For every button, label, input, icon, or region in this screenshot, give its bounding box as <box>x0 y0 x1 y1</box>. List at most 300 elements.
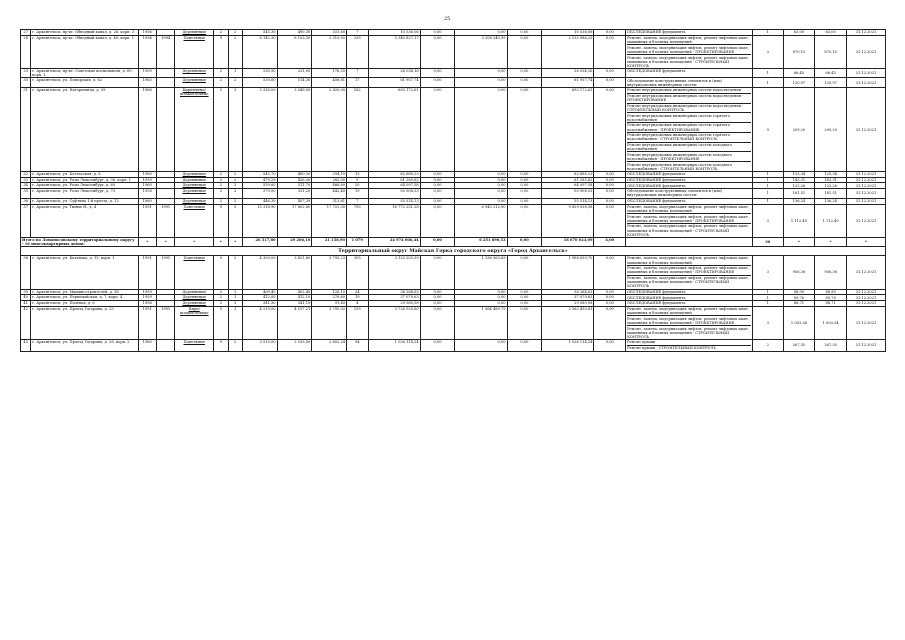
work-item: Ремонт, замена, модернизация лифтов, ремонт лифтовых шахт, машинных и блочных помещений - ПРОЕКТИРОВАНИЕ <box>627 266 749 275</box>
work-item: Ремонт, замена, модернизация лифтов, ремонт лифтовых шахт, машинных и блочных помещений - ПРОЕКТИРОВАНИЕ <box>627 45 749 54</box>
build-year: 1959 <box>138 289 156 295</box>
total-row <box>21 238 886 247</box>
total-area: 26 517,80 <box>242 238 277 247</box>
residential-area: 442,40 <box>312 189 347 199</box>
work-item: ОБСЛЕДОВАНИЕ фундамента <box>627 69 686 74</box>
row-number: 34 <box>21 183 31 189</box>
work-item: Ремонт, замена, модернизация лифтов, ремонт лифтовых шахт, машинных и блочных помещений <box>627 256 749 265</box>
works-count: 3 <box>752 35 783 68</box>
address: г. Архангельск, ул. Котласская, д. 8 <box>31 172 138 178</box>
table-row <box>21 256 886 289</box>
total-own: 18 670 023,09 <box>542 238 594 247</box>
total-count: 30 <box>752 238 783 247</box>
total-area: 535,60 <box>242 78 277 88</box>
work-item: ОБСЛЕДОВАНИЕ фундамента <box>627 301 686 306</box>
work-item: Ремонт, замена, модернизация лифтов, ремонт лифтовых шахт, машинных и блочных помещений - СТРОИТЕЛЬНЫЙ КОНТРОЛЬ <box>627 326 749 339</box>
page-number: 25 <box>444 16 451 22</box>
residents: 7 <box>347 30 368 36</box>
program-table <box>20 29 886 352</box>
cost-other: 0,00 <box>455 340 507 351</box>
unit-cost-limit: 209,20 <box>815 88 847 172</box>
residential-area: 458,61 <box>312 78 347 88</box>
premises-area: 3 049,50 <box>277 88 312 172</box>
deviation: 0,00 <box>594 177 626 183</box>
budget-share: 0,00 <box>507 183 542 189</box>
row-number: 41 <box>21 301 31 307</box>
works-count: 1 <box>752 301 783 307</box>
entrances: 2 <box>228 256 242 289</box>
completion-date: 31.12.2021 <box>846 204 885 237</box>
unit-cost: 63,00 <box>783 30 815 36</box>
completion-date: 31.12.2021 <box>846 35 885 68</box>
wall-material: Кирп/ шлакоблочные <box>175 306 214 339</box>
works-count: 1 <box>752 289 783 295</box>
premises-area: 412,10 <box>277 295 312 301</box>
table-row <box>21 306 886 339</box>
unit-cost-limit: 125,26 <box>815 183 847 189</box>
row-number: 42 <box>21 306 31 339</box>
wall-material: Панельные <box>175 204 214 237</box>
total-cost2: 6 251 890,53 <box>455 238 507 247</box>
build-year: 1991 <box>138 306 156 339</box>
residential-area: 17 751,30 <box>312 204 347 237</box>
works-count: 1 <box>752 183 783 189</box>
works-count: 1 <box>752 69 783 78</box>
wall-material: Деревянные <box>175 183 214 189</box>
residents: 139 <box>347 306 368 339</box>
works-list <box>626 256 753 289</box>
entrances: 2 <box>228 340 242 351</box>
work-item: Обследование конструктивных элементов и (или) внутридомовых инженерных систем <box>627 78 723 87</box>
unit-cost: 1 003,34 <box>783 306 815 339</box>
budget-share: 0,00 <box>507 340 542 351</box>
work-item: ОБСЛЕДОВАНИЕ фундамента <box>627 295 686 300</box>
budget-share: 0,00 <box>507 204 542 237</box>
row-number: 36 <box>21 198 31 204</box>
total-star: * <box>228 238 242 247</box>
floors: 2 <box>214 295 228 301</box>
entrances: 1 <box>228 289 242 295</box>
deviation: 0,00 <box>594 88 626 172</box>
budget-share: 0,00 <box>507 88 542 172</box>
entrances: 5 <box>228 204 242 237</box>
budget-share: 0,00 <box>507 30 542 36</box>
fund-share: 0,00 <box>420 69 455 78</box>
fund-share: 0,00 <box>420 204 455 237</box>
build-year: 1994 <box>138 35 156 68</box>
address: г. Архангельск, пр-кт. Советских космонавтов, д. 69, корп. 1 <box>31 69 138 78</box>
completion-date: 31.12.2021 <box>846 88 885 172</box>
unit-cost-limit: 143,31 <box>815 177 847 183</box>
renovation-year <box>156 340 174 351</box>
completion-date: 31.12.2021 <box>846 172 885 178</box>
repair-cost: 26 034,16 <box>368 69 420 78</box>
houses-table <box>20 29 886 352</box>
residential-area: 2 510,92 <box>312 35 347 68</box>
premises-area: 331,20 <box>277 189 312 199</box>
build-year: 1991 <box>138 204 156 237</box>
fund-share: 0,00 <box>420 30 455 36</box>
repair-cost: 3 125 203,39 <box>368 256 420 289</box>
owners-funds: 693 172,61 <box>542 88 594 172</box>
unit-cost-limit: 89,76 <box>815 295 847 301</box>
cost-other: 0,00 <box>455 88 507 172</box>
floors: 2 <box>214 301 228 307</box>
total-area: 412,00 <box>242 295 277 301</box>
total-area: 446,39 <box>242 198 277 204</box>
renovation-year: 1991 <box>156 256 174 289</box>
premises-area: 514,30 <box>277 78 312 88</box>
wall-material: Деревянные <box>175 69 214 78</box>
repair-cost: 61 285,62 <box>368 177 420 183</box>
owners-funds: 55 514,13 <box>542 198 594 204</box>
entrances: 2 <box>228 198 242 204</box>
unit-cost: 88,71 <box>783 301 815 307</box>
budget-share: 0,00 <box>507 295 542 301</box>
deviation: 0,00 <box>594 183 626 189</box>
total-works-empty <box>626 238 753 247</box>
unit-cost-limit: 161,51 <box>815 189 847 199</box>
budget-share: 0,00 <box>507 306 542 339</box>
renovation-year <box>156 69 174 78</box>
work-item: Ремонт крыши - СТРОИТЕЛЬНЫЙ КОНТРОЛЬ <box>627 346 716 351</box>
floors: 2 <box>214 177 228 183</box>
works-count: 1 <box>752 177 783 183</box>
total-tail: * <box>846 238 885 247</box>
works-list <box>626 78 753 88</box>
residential-area: 2 820,00 <box>312 88 347 172</box>
unit-cost: 125,34 <box>783 172 815 178</box>
table-row <box>21 189 886 199</box>
cost-other: 0,00 <box>455 295 507 301</box>
work-item: ОБСЛЕДОВАНИЕ фундамента <box>627 199 686 204</box>
residential-area: 270,60 <box>312 295 347 301</box>
address: г. Архангельск, ул. Машиностроителей, д. 38 <box>31 289 138 295</box>
floors: 9 <box>214 35 228 68</box>
repair-cost: 64 097,58 <box>368 183 420 189</box>
cost-other: 0,00 <box>455 198 507 204</box>
fund-share: 0,00 <box>420 289 455 295</box>
floors: 5 <box>214 88 228 172</box>
premises-area: 231,00 <box>277 69 312 78</box>
total-star: * <box>156 238 174 247</box>
owners-funds: 1 026 114,24 <box>542 340 594 351</box>
owners-funds: 50 908,53 <box>542 189 594 199</box>
wall-material: Кирпичные/ шлакоблочные <box>175 88 214 172</box>
build-year: 1959 <box>138 69 156 78</box>
deviation: 0,00 <box>594 198 626 204</box>
cost-other: 0,00 <box>455 78 507 88</box>
repair-cost: 16 772 251,28 <box>368 204 420 237</box>
completion-date: 31.12.2021 <box>846 295 885 301</box>
owners-funds: 62 688,23 <box>542 172 594 178</box>
row-number: 39 <box>21 289 31 295</box>
build-year: 1960 <box>138 172 156 178</box>
total-cost: 24 974 006,44 <box>368 238 420 247</box>
residential-area: 3 795,92 <box>312 306 347 339</box>
row-number: 29 <box>21 69 31 78</box>
fund-share: 0,00 <box>420 88 455 172</box>
repair-cost: 50 908,53 <box>368 189 420 199</box>
address: г. Архангельск, ул. Розы Люксембург, д. 60 <box>31 183 138 189</box>
deviation: 0,00 <box>594 35 626 68</box>
cost-other: 0,00 <box>455 69 507 78</box>
total-residents: 1 079 <box>347 238 368 247</box>
work-item: Ремонт внутридомовых инженерных систем горячего водоснабжения - ПРОЕКТИРОВАНИЕ <box>627 123 751 133</box>
works-list <box>626 306 753 339</box>
repair-cost: 61 957,74 <box>368 78 420 88</box>
row-number: 38 <box>21 256 31 289</box>
completion-date: 31.12.2021 <box>846 340 885 351</box>
unit-cost: 1 112,49 <box>783 204 815 237</box>
owners-funds: 36 264,63 <box>542 289 594 295</box>
premises-area: 402,40 <box>277 289 312 295</box>
total-area: 3 515,00 <box>242 340 277 351</box>
unit-cost-limit: 267,35 <box>815 340 847 351</box>
floors: 2 <box>214 189 228 199</box>
works-count: 3 <box>752 306 783 339</box>
premises-area: 4 107,21 <box>277 306 312 339</box>
work-item: Ремонт, замена, модернизация лифтов, ремонт лифтовых шахт, машинных и блочных помещений - ПРОЕКТИРОВАНИЕ <box>627 214 749 223</box>
cost-other: 0,00 <box>455 172 507 178</box>
unit-cost-limit: 88,71 <box>815 301 847 307</box>
total-area: 15 318,90 <box>242 204 277 237</box>
address: г. Архангельск, ул. Первомайская, д. 7, корп. 4 <box>31 295 138 301</box>
unit-cost: 209,20 <box>783 88 815 172</box>
unit-cost: 89,76 <box>783 295 815 301</box>
address: г. Архангельск, ул. Проезд Гагарина, д. 25 <box>31 306 138 339</box>
cost-other: 1 136 563,69 <box>455 256 507 289</box>
residents: 19 <box>347 295 368 301</box>
work-item: Ремонт внутридомовых инженерных систем водоотведения - ПРОЕКТИРОВАНИЕ <box>627 94 751 104</box>
table-body-maiskaya-gorka <box>21 256 886 351</box>
fund-share: 0,00 <box>420 172 455 178</box>
total-area: 479,29 <box>242 177 277 183</box>
work-item: Ремонт внутридомовых инженерных систем горячего водоснабжения - СТРОИТЕЛЬНЫЙ КОНТРОЛЬ <box>627 133 751 143</box>
build-year: 1956 <box>138 30 156 36</box>
works-list <box>626 189 753 199</box>
residents: 13 <box>347 172 368 178</box>
cost-other: 3 208 240,95 <box>455 35 507 68</box>
table-row <box>21 88 886 172</box>
works-count: 1 <box>752 295 783 301</box>
unit-cost: 136,24 <box>783 198 815 204</box>
works-list <box>626 35 753 68</box>
fund-share: 0,00 <box>420 295 455 301</box>
residents: 24 <box>347 289 368 295</box>
floors: 2 <box>214 78 228 88</box>
floors: 2 <box>214 172 228 178</box>
works-count: 1 <box>752 189 783 199</box>
total-tail: * <box>783 238 815 247</box>
table-row <box>21 204 886 237</box>
residents: 9 <box>347 177 368 183</box>
floors: 2 <box>214 69 228 78</box>
residents: 7 <box>347 198 368 204</box>
premises-area: 480,30 <box>277 172 312 178</box>
fund-share: 0,00 <box>420 198 455 204</box>
unit-cost: 120,97 <box>783 78 815 88</box>
work-item: Ремонт внутридомовых инженерных систем холодного водоснабжения - ПРОЕКТИРОВАНИЕ <box>627 152 751 162</box>
entrances: 1 <box>228 295 242 301</box>
wall-material: Деревянные <box>175 289 214 295</box>
unit-cost-limit: 1 003,34 <box>815 306 847 339</box>
budget-share: 0,00 <box>507 35 542 68</box>
budget-share: 0,00 <box>507 69 542 78</box>
work-item: Ремонт, замена, модернизация лифтов, ремонт лифтовых шахт, машинных и блочных помещений <box>627 35 749 45</box>
residents: 4 <box>347 301 368 307</box>
floors: 2 <box>214 183 228 189</box>
works-list <box>626 340 753 351</box>
cost-other: 0,00 <box>455 183 507 189</box>
completion-date: 31.12.2021 <box>846 301 885 307</box>
renovation-year: 1991 <box>156 204 174 237</box>
repair-cost: 36 264,63 <box>368 289 420 295</box>
completion-date: 31.12.2021 <box>846 289 885 295</box>
deviation: 0,00 <box>594 30 626 36</box>
fund-share: 0,00 <box>420 306 455 339</box>
wall-material: Деревянные <box>175 78 214 88</box>
completion-date: 31.12.2021 <box>846 306 885 339</box>
deviation: 0,00 <box>594 301 626 307</box>
work-item: ОБСЛЕДОВАНИЕ фундамента <box>627 172 686 177</box>
work-item: Ремонт внутридомовых инженерных систем горячего водоснабжения <box>627 113 751 123</box>
repair-cost: 62 688,23 <box>368 172 420 178</box>
owners-funds: 1 988 639,70 <box>542 256 594 289</box>
residents: 7 <box>347 69 368 78</box>
wall-material: Панельные <box>175 340 214 351</box>
total-area: 4 219,00 <box>242 306 277 339</box>
deviation: 0,00 <box>594 204 626 237</box>
total-area3: 21 158,90 <box>312 238 347 247</box>
entrances: 3 <box>228 88 242 172</box>
renovation-year <box>156 78 174 88</box>
work-item: Ремонт, замена, модернизация лифтов, ремонт лифтовых шахт, машинных и блочных помещений - СТРОИТЕЛЬНЫЙ КОНТРОЛЬ <box>627 276 749 289</box>
residents: 94 <box>347 340 368 351</box>
section-title: Территориальный округ Майская Горка городского округа «Город Архангельск» <box>21 247 886 256</box>
address: г. Архангельск, ул. Катанова, д. 15, корп. 1 <box>31 256 138 289</box>
address: г. Архангельск, ул. Нагорьевича, д. 59 <box>31 88 138 172</box>
owners-funds: 61 285,62 <box>542 177 594 183</box>
cost-other: 0,00 <box>455 30 507 36</box>
premises-area: 3 821,60 <box>277 256 312 289</box>
total-area: 341,30 <box>242 301 277 307</box>
renovation-year: 1994 <box>156 35 174 68</box>
budget-share: 0,00 <box>507 301 542 307</box>
residential-area: 466,60 <box>312 183 347 189</box>
total-fund: 0,00 <box>420 238 455 247</box>
unit-cost: 125,26 <box>783 183 815 189</box>
entrances: 2 <box>228 78 242 88</box>
completion-date: 31.12.2021 <box>846 189 885 199</box>
total-dev: 4,00 <box>594 238 626 247</box>
deviation: 0,00 <box>594 340 626 351</box>
unit-cost: 870,15 <box>783 35 815 68</box>
total-area: 379,00 <box>242 189 277 199</box>
work-item: Ремонт, замена, модернизация лифтов, ремонт лифтовых шахт, машинных и блочных помещений - СТРОИТЕЛЬНЫЙ КОНТРОЛЬ <box>627 224 749 237</box>
works-list <box>626 204 753 237</box>
unit-cost-limit: 63,00 <box>815 30 847 36</box>
unit-cost: 161,51 <box>783 189 815 199</box>
budget-share: 0,00 <box>507 172 542 178</box>
build-year: 1958 <box>138 189 156 199</box>
residential-area: 294,10 <box>312 172 347 178</box>
floors: 2 <box>214 198 228 204</box>
floors: 9 <box>214 340 228 351</box>
repair-cost: 3 726 920,60 <box>368 306 420 339</box>
address: г. Архангельск, ул. Розы Люксембург, д. 36, корп. 1 <box>31 177 138 183</box>
entrances: 3 <box>228 301 242 307</box>
unit-cost-limit: 956,38 <box>815 256 847 289</box>
works-count: 3 <box>752 256 783 289</box>
unit-cost-limit: 86,45 <box>815 69 847 78</box>
owners-funds: 10 536,06 <box>542 30 594 36</box>
build-year: 1960 <box>138 183 156 189</box>
repair-cost: 693 172,61 <box>368 88 420 172</box>
row-number: 27 <box>21 30 31 36</box>
row-number: 31 <box>21 88 31 172</box>
row-number: 40 <box>21 295 31 301</box>
residential-area: 3 793,23 <box>312 256 347 289</box>
address: г. Архангельск, пр-кт. Обводный канал, д. 40, корп. 1 <box>31 35 138 68</box>
residents: 235 <box>347 35 368 68</box>
floors: 9 <box>214 256 228 289</box>
renovation-year <box>156 88 174 172</box>
total-area: 230,90 <box>242 69 277 78</box>
work-item: ОБСЛЕДОВАНИЕ фундамента <box>627 178 686 183</box>
unit-cost: 88,90 <box>783 289 815 295</box>
completion-date: 31.12.2021 <box>846 69 885 78</box>
total-star: * <box>138 238 156 247</box>
works-count: 1 <box>752 30 783 36</box>
fund-share: 0,00 <box>420 177 455 183</box>
section-header-row <box>21 247 886 256</box>
entrances: 2 <box>228 183 242 189</box>
deviation: 0,00 <box>594 78 626 88</box>
owners-funds: 2 132 086,22 <box>542 35 594 68</box>
cost-other: 0,00 <box>455 177 507 183</box>
cost-other: 0,00 <box>455 289 507 295</box>
address: г. Архангельск, пр-кт. Обводный канал, д. 26, корп. 3 <box>31 30 138 36</box>
floors: 9 <box>214 306 228 339</box>
deviation: 0,00 <box>594 256 626 289</box>
row-number: 28 <box>21 35 31 68</box>
total-area: 3 318,00 <box>242 88 277 172</box>
unit-cost-limit: 88,90 <box>815 289 847 295</box>
repair-cost: 5 340 827,17 <box>368 35 420 68</box>
fund-share: 0,00 <box>420 35 455 68</box>
cost-other: 0,00 <box>455 189 507 199</box>
residential-area: 91,40 <box>312 301 347 307</box>
table-row <box>21 78 886 88</box>
total-area: 559,60 <box>242 183 277 189</box>
unit-cost-limit: 125,34 <box>815 172 847 178</box>
residents: 17 <box>347 78 368 88</box>
works-count: 3 <box>752 204 783 237</box>
residential-area: 282,00 <box>312 177 347 183</box>
work-item: Ремонт внутридомовых инженерных систем водоотведения - СТРОИТЕЛЬНЫЙ КОНТРОЛЬ <box>627 104 751 114</box>
wall-material: Деревянные <box>175 301 214 307</box>
fund-share: 0,00 <box>420 301 455 307</box>
wall-material: Панельные <box>175 35 214 68</box>
wall-material: Деревянные <box>175 172 214 178</box>
floors: 2 <box>214 30 228 36</box>
address: г. Архангельск, ул. Розы Люксембург, д. 73 <box>31 189 138 199</box>
unit-cost-limit: 1 112,49 <box>815 204 847 237</box>
repair-cost: 55 514,13 <box>368 198 420 204</box>
owners-funds: 29 580,58 <box>542 301 594 307</box>
works-count: 1 <box>752 78 783 88</box>
